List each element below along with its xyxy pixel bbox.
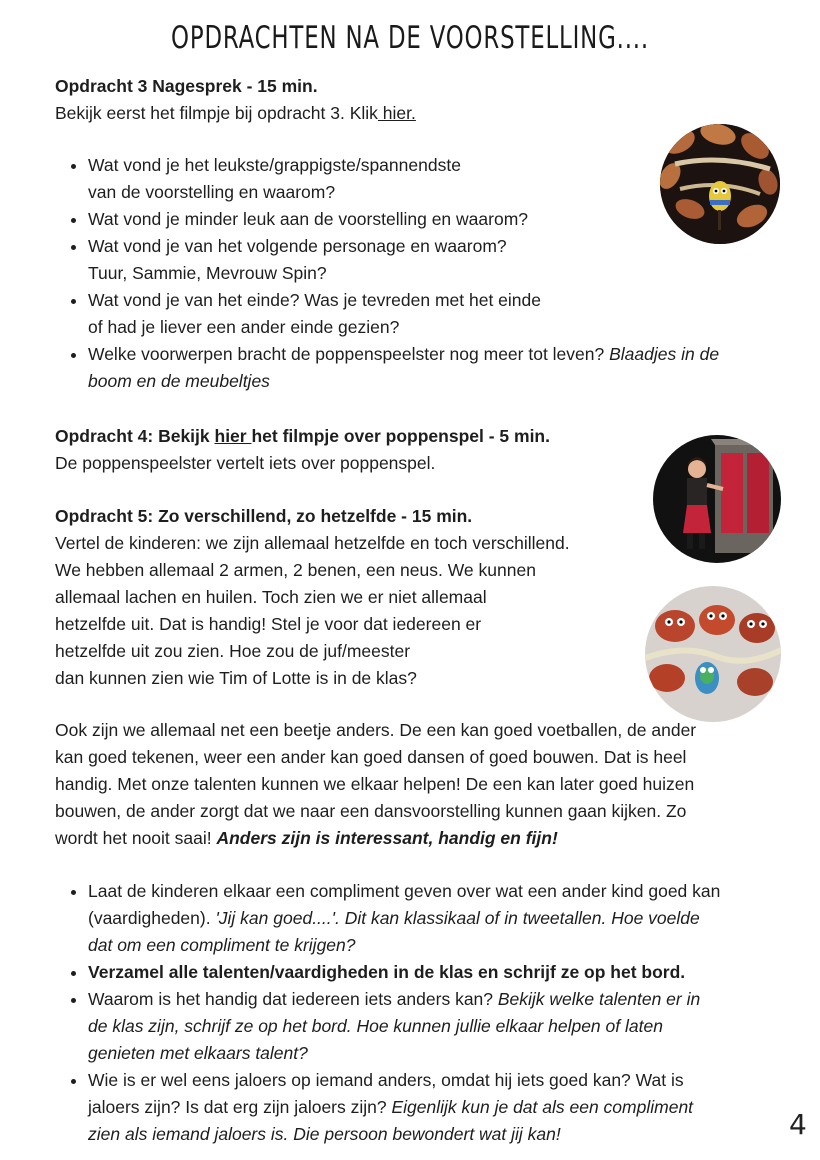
bullet-text: Welke voorwerpen bracht de poppenspeelster nog meer tot leven?	[88, 344, 610, 364]
bullet-text-italic: 'Jij kan goed....'. Dit kan klassikaal of in tweetallen. Hoe voelde	[215, 908, 700, 928]
page-number: 4	[789, 1108, 807, 1141]
opdracht3-heading: Opdracht 3 Nagesprek - 15 min.	[55, 76, 318, 96]
list-item	[88, 986, 820, 1067]
bullet-text-italic: zien als iemand jaloers is. Die persoon bewondert wat jij kan!	[88, 1124, 561, 1144]
bullet-text-italic: Bekijk welke talenten er in	[497, 989, 701, 1009]
paragraph-line: We hebben allemaal 2 armen, 2 benen, een neus. We kunnen	[55, 560, 536, 580]
paragraph-line: dan kunnen zien wie Tim of Lotte is in de klas?	[55, 668, 417, 688]
bullet-text: Wat vond je minder leuk aan de voorstelling en waarom?	[88, 209, 529, 229]
bullet-text-italic: Eigenlijk kun je dat als een compliment	[391, 1097, 694, 1117]
bullet-text-italic: Blaadjes in de	[609, 344, 720, 364]
bullet-text: Wat vond je van het volgende personage en waarom?	[88, 236, 507, 256]
bullet-text: of had je liever een ander einde gezien?	[88, 317, 400, 337]
opdracht5-para2	[55, 717, 696, 852]
list-item	[88, 341, 820, 395]
opdracht5-bullet-list	[55, 878, 820, 1148]
bullet-text: jaloers zijn? Is dat erg zijn jaloers zijn?	[88, 1097, 392, 1117]
bullet-text: Wat vond je van het einde? Was je tevreden met het einde	[88, 290, 542, 310]
bullet-text-italic: boom en de meubeltjes	[88, 371, 270, 391]
list-item	[88, 287, 820, 341]
bullet-text: Tuur, Sammie, Mevrouw Spin?	[88, 263, 327, 283]
bullet-text-italic: dat om een compliment te krijgen?	[88, 935, 356, 955]
bullet-text: Laat de kinderen elkaar een compliment geven over wat een ander kind goed kan	[88, 881, 721, 901]
bullet-text: Waarom is het handig dat iedereen iets anders kan?	[88, 989, 498, 1009]
opdracht4-heading-text: het filmpje over poppenspel - 5 min.	[251, 426, 550, 446]
paragraph-emphasis: Anders zijn is interessant, handig en fijn!	[216, 828, 558, 848]
paragraph-line: handig. Met onze talenten kunnen we elkaar helpen! De een kan later goed huizen	[55, 774, 695, 794]
bullet-text-italic: genieten met elkaars talent?	[88, 1043, 308, 1063]
puppet-leaves-photo	[660, 124, 780, 244]
paragraph-line: Ook zijn we allemaal net een beetje anders. De een kan goed voetballen, de ander	[55, 720, 697, 740]
bullet-text: (vaardigheden).	[88, 908, 216, 928]
paragraph-line: allemaal lachen en huilen. Toch zien we er niet allemaal	[55, 587, 487, 607]
page-title: OPDRACHTEN NA DE VOORSTELLING....	[171, 20, 649, 56]
list-item	[88, 959, 820, 986]
paragraph-line: kan goed tekenen, weer een ander kan goed dansen of goed bouwen. Dat is heel	[55, 747, 687, 767]
bullet-text: Verzamel alle talenten/vaardigheden in de klas en schrijf ze op het bord.	[88, 962, 686, 982]
paragraph-line: Vertel de kinderen: we zijn allemaal hetzelfde en toch verschillend.	[55, 533, 570, 553]
list-item	[88, 1067, 820, 1148]
opdracht3-intro	[55, 100, 416, 127]
paragraph-text: wordt het nooit saai!	[55, 828, 217, 848]
opdracht4-heading	[55, 423, 550, 450]
opdracht4-heading-text: Opdracht 4: Bekijk	[55, 426, 215, 446]
opdracht5-heading: Opdracht 5: Zo verschillend, zo hetzelfde - 15 min.	[55, 506, 473, 526]
opdracht4-hier-link[interactable]: hier	[214, 426, 252, 446]
paragraph-line	[55, 825, 696, 852]
opdracht4-text: De poppenspeelster vertelt iets over poppenspel.	[55, 453, 436, 473]
bullet-text-italic: de klas zijn, schrijf ze op het bord. Hoe kunnen jullie elkaar helpen of laten	[88, 1016, 663, 1036]
opdracht3-intro-text: Bekijk eerst het filmpje bij opdracht 3. Klik	[55, 103, 378, 123]
opdracht5-para1	[55, 530, 570, 692]
paragraph-line: bouwen, de ander zorgt dat we naar een dansvoorstelling kunnen gaan kijken. Zo	[55, 801, 687, 821]
paragraph-line: hetzelfde uit. Dat is handig! Stel je voor dat iedereen er	[55, 614, 482, 634]
opdracht3-hier-link[interactable]: hier.	[377, 103, 416, 123]
puppeteer-photo	[653, 435, 781, 563]
list-item	[88, 878, 820, 959]
bullet-text: van de voorstelling en waarom?	[88, 182, 336, 202]
paragraph-line: hetzelfde uit zou zien. Hoe zou de juf/meester	[55, 641, 411, 661]
bullet-text: Wat vond je het leukste/grappigste/spannendste	[88, 155, 461, 175]
bullet-text: Wie is er wel eens jaloers op iemand anders, omdat hij iets goed kan? Wat is	[88, 1070, 684, 1090]
owls-photo	[645, 586, 781, 722]
